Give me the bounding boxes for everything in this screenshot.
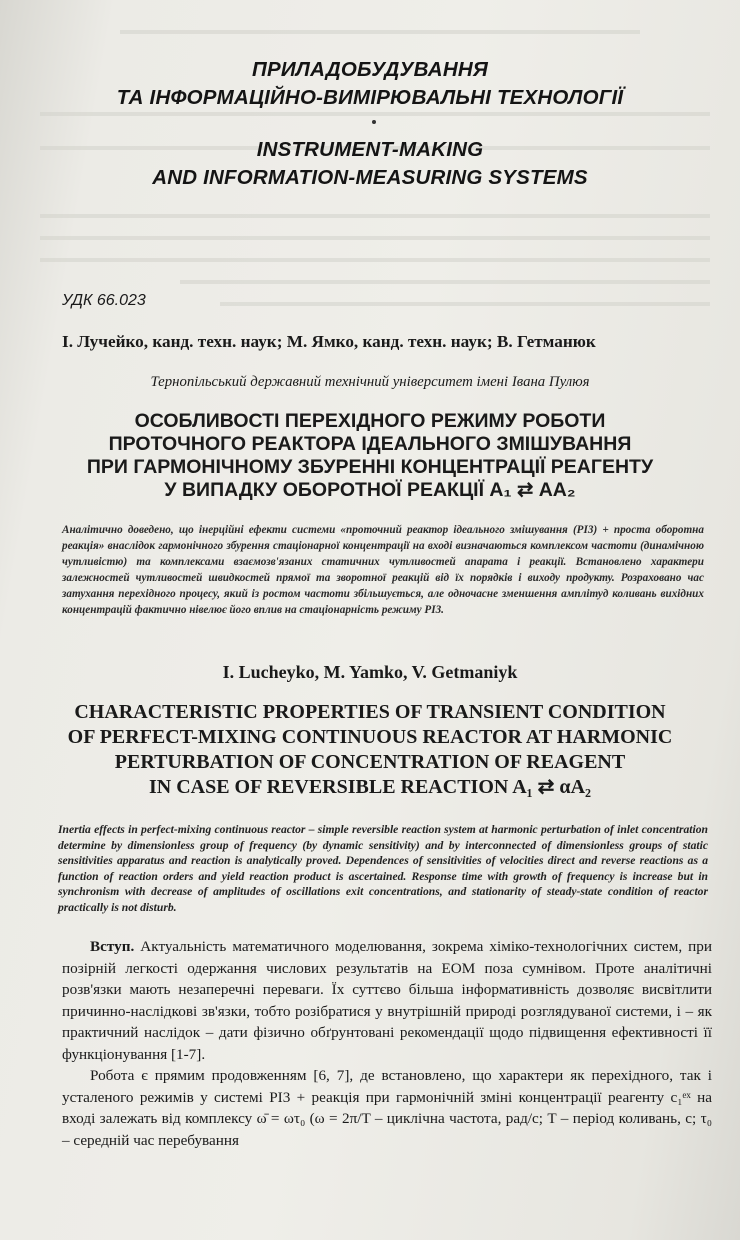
intro-lead: Вступ. [90, 938, 135, 955]
introduction [62, 936, 712, 1151]
title-en-line: CHARACTERISTIC PROPERTIES OF TRANSIENT CONDITION [74, 701, 666, 723]
intro-text-1: Актуальність математичного моделювання, зокрема хіміко-технологічних систем, при позірній легкості одержання числових результатів на ЕОМ поза сумнівом. Проте аналітичні розв'язки мають незаперечні переваги. Їх суттєво більша інформативність дозволяє висвітлити причинно-наслідкові зв'язки, тобто розібратися у внутрішній природі розглядуваної системи, і – як практичний наслідок – дати фізично обґрунтовані рекомендації щодо підвищення ефективності її функціонування [1-7]. [62, 938, 712, 1063]
authors-ukrainian: І. Лучейко, канд. техн. наук; М. Ямко, канд. техн. наук; В. Гетманюк [62, 332, 596, 351]
bleed-through-line [120, 30, 640, 34]
abstract-ukrainian: Аналітично доведено, що інерційні ефекти системи «проточний реактор ідеального змішування (PI3) + проста оборотна реакція» внаслідок гармонічного збурення стаціонарної концентрації на вході визначаються комплексом частоти (динамічною чутливістю) та комплексами взаємозв'язаних статичних чутливостей апарата і реакції. Встановлено характери залежностей чутливостей швидкостей прямої та зворотної реакцій від їх порядків і виходу продукту. Розраховано час затухання перехідного процесу, який із ростом частоти збільшується, але одночасне зменшення амплітуд коливань вихідних концентрацій фактично нівелює його вплив на стаціонарність режиму PI3. [62, 524, 704, 616]
article-title-english [20, 700, 720, 800]
stray-mark [372, 120, 376, 124]
bleed-through-line [180, 280, 710, 284]
section-heading-uk-line2: ТА ІНФОРМАЦІЙНО-ВИМІРЮВАЛЬНІ ТЕХНОЛОГІЇ [116, 86, 624, 109]
title-uk-line: У ВИПАДКУ ОБОРОТНОЇ РЕАКЦІЇ A₁ ⇄ ΑA₂ [164, 479, 576, 501]
intro-paragraph-1 [62, 936, 712, 1065]
bleed-through-line [40, 112, 710, 116]
title-uk-line: ОСОБЛИВОСТІ ПЕРЕХІДНОГО РЕЖИМУ РОБОТИ [134, 410, 606, 432]
abstract-english: Inertia effects in perfect-mixing continuous reactor – simple reversible reaction system at harmonic perturbation of inlet concentration determine by dimensionless group of frequency (by dynamic sensitivity) and by interconnected of dimensionless groups of static sensitivities apparatus and reaction is analytically proved. Dependences of sensitivities of velocities direct and reverse reactions as a function of reaction orders and yield reaction product is ascertained. Response time with growth of frequency is increase but in synchronism with decrease of amplitudes of oscillations exit concentrations, and stationarity of steady-state condition of reactor practically is not disturb. [58, 823, 708, 914]
udc-code: УДК 66.023 [62, 292, 146, 309]
bleed-through-line [220, 302, 710, 306]
title-uk-line: ПРИ ГАРМОНІЧНОМУ ЗБУРЕННІ КОНЦЕНТРАЦІЇ РЕАГЕНТУ [86, 456, 654, 478]
section-heading-en-line2: AND INFORMATION-MEASURING SYSTEMS [152, 166, 588, 189]
bleed-through-line [40, 258, 710, 262]
section-heading-en-line1: INSTRUMENT-MAKING [256, 138, 484, 161]
affiliation: Тернопільський державний технічний університет імені Івана Пулюя [150, 374, 590, 390]
title-en-line: IN CASE OF REVERSIBLE REACTION A₁ ⇄ αA₂ [148, 776, 592, 798]
intro-paragraph-2: Робота є прямим продовженням [6, 7], де встановлено, що характери як перехідного, так і усталеного режимів у системі PI3 + реакція при гармонічній зміні концентрації реагенту c₁ᵉˣ на вході залежать від комплексу ω̄ = ωτ₀ (ω = 2π/T – циклічна частота, рад/с; T – період коливань, с; τ₀ – середній час перебування [62, 1067, 712, 1149]
title-en-line: OF PERFECT-MIXING CONTINUOUS REACTOR AT HARMONIC [67, 726, 673, 748]
authors-english: I. Lucheyko, M. Yamko, V. Getmaniyk [222, 662, 518, 682]
bleed-through-line [40, 214, 710, 218]
article-title-ukrainian [30, 410, 710, 502]
section-heading-uk-line1: ПРИЛАДОБУДУВАННЯ [252, 58, 488, 81]
title-uk-line: ПРОТОЧНОГО РЕАКТОРА ІДЕАЛЬНОГО ЗМІШУВАННЯ [108, 433, 632, 455]
bleed-through-line [40, 236, 710, 240]
title-en-line: PERTURBATION OF CONCENTRATION OF REAGENT [114, 751, 626, 773]
